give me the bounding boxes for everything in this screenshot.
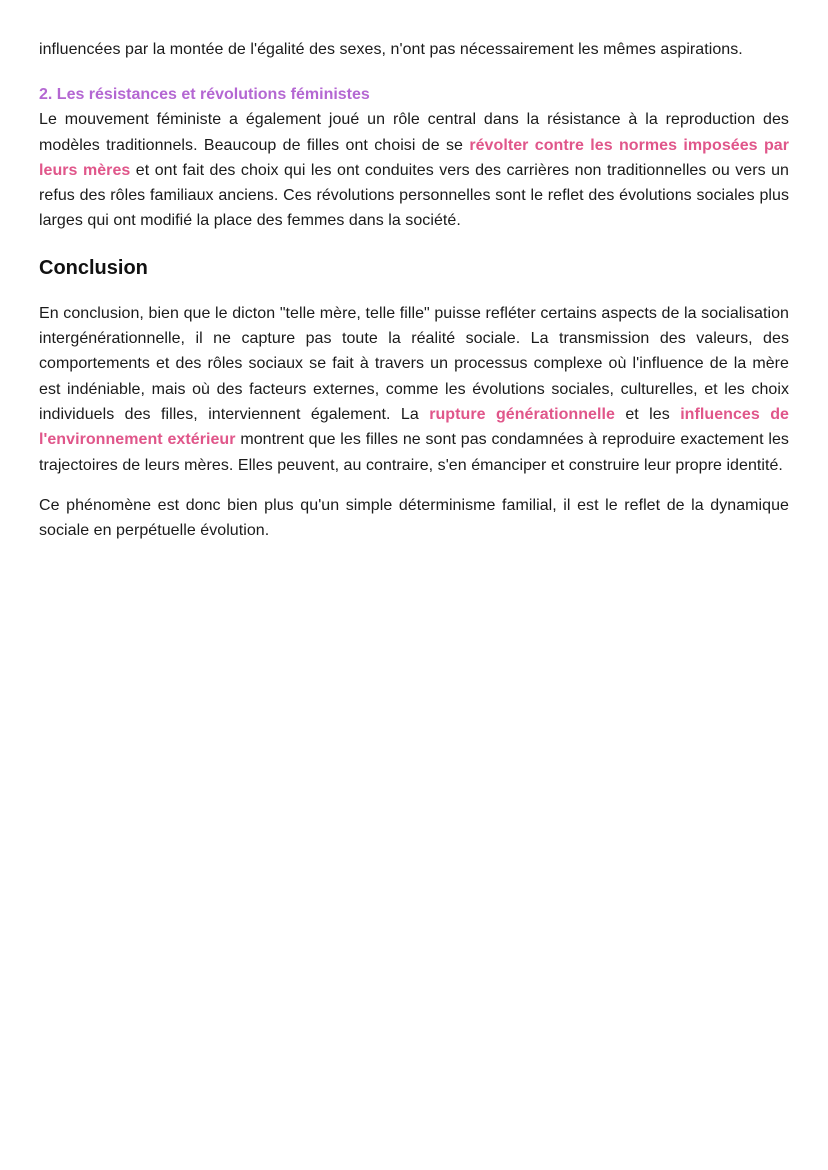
conclusion-paragraph-2: Ce phénomène est donc bien plus qu'un simple déterminisme familial, il est le reflet de la dynamique sociale en perpétuelle évolution. [39, 496, 789, 540]
highlight-revolter: révolter contre les normes imposées par leurs mères [39, 136, 789, 179]
intro-paragraph: influencées par la montée de l'égalité des sexes, n'ont pas nécessairement les mêmes aspirations. [39, 41, 743, 58]
section-2-heading: 2. Les résistances et révolutions féministes [39, 86, 370, 104]
conclusion-paragraph-1 [39, 301, 789, 478]
highlight-rupture: rupture générationnelle [429, 405, 615, 423]
highlight-influences: influences de l'environnement extérieur [39, 405, 789, 449]
section-2-text-part2: et ont fait des choix qui les ont conduites vers des carrières non traditionnelles ou vers un refus des rôles familiaux anciens. Ces révolutions personnelles sont le reflet des évolutions sociales plus larges qui ont modifié la place des femmes dans la société. [39, 161, 789, 230]
conclusion-heading: Conclusion [39, 256, 148, 279]
conclusion-text-part1: En conclusion, bien que le dicton "telle mère, telle fille" puisse refléter certains aspects de la socialisation intergénérationnelle, il ne capture pas toute la réalité sociale. La transmission des valeurs, des comportements et des rôles sociaux se fait à travers un processus complexe où l'influence de la mère est indéniable, mais où des facteurs externes, comme les évolutions sociales, culturelles, et les choix individuels des filles, interviennent également. La [39, 304, 789, 423]
document-page [39, 37, 789, 543]
section-2-paragraph [39, 107, 789, 233]
section-2-text-part1: Le mouvement féministe a également joué un rôle central dans la résistance à la reproduction des modèles traditionnels. Beaucoup de filles ont choisi de se [39, 111, 789, 154]
conclusion-text-part2: et les [614, 405, 681, 423]
conclusion-text-part3: montrent que les filles ne sont pas condamnées à reproduire exactement les trajectoires de leurs mères. Elles peuvent, au contraire, s'en émanciper et construire leur propre identité. [39, 431, 789, 474]
